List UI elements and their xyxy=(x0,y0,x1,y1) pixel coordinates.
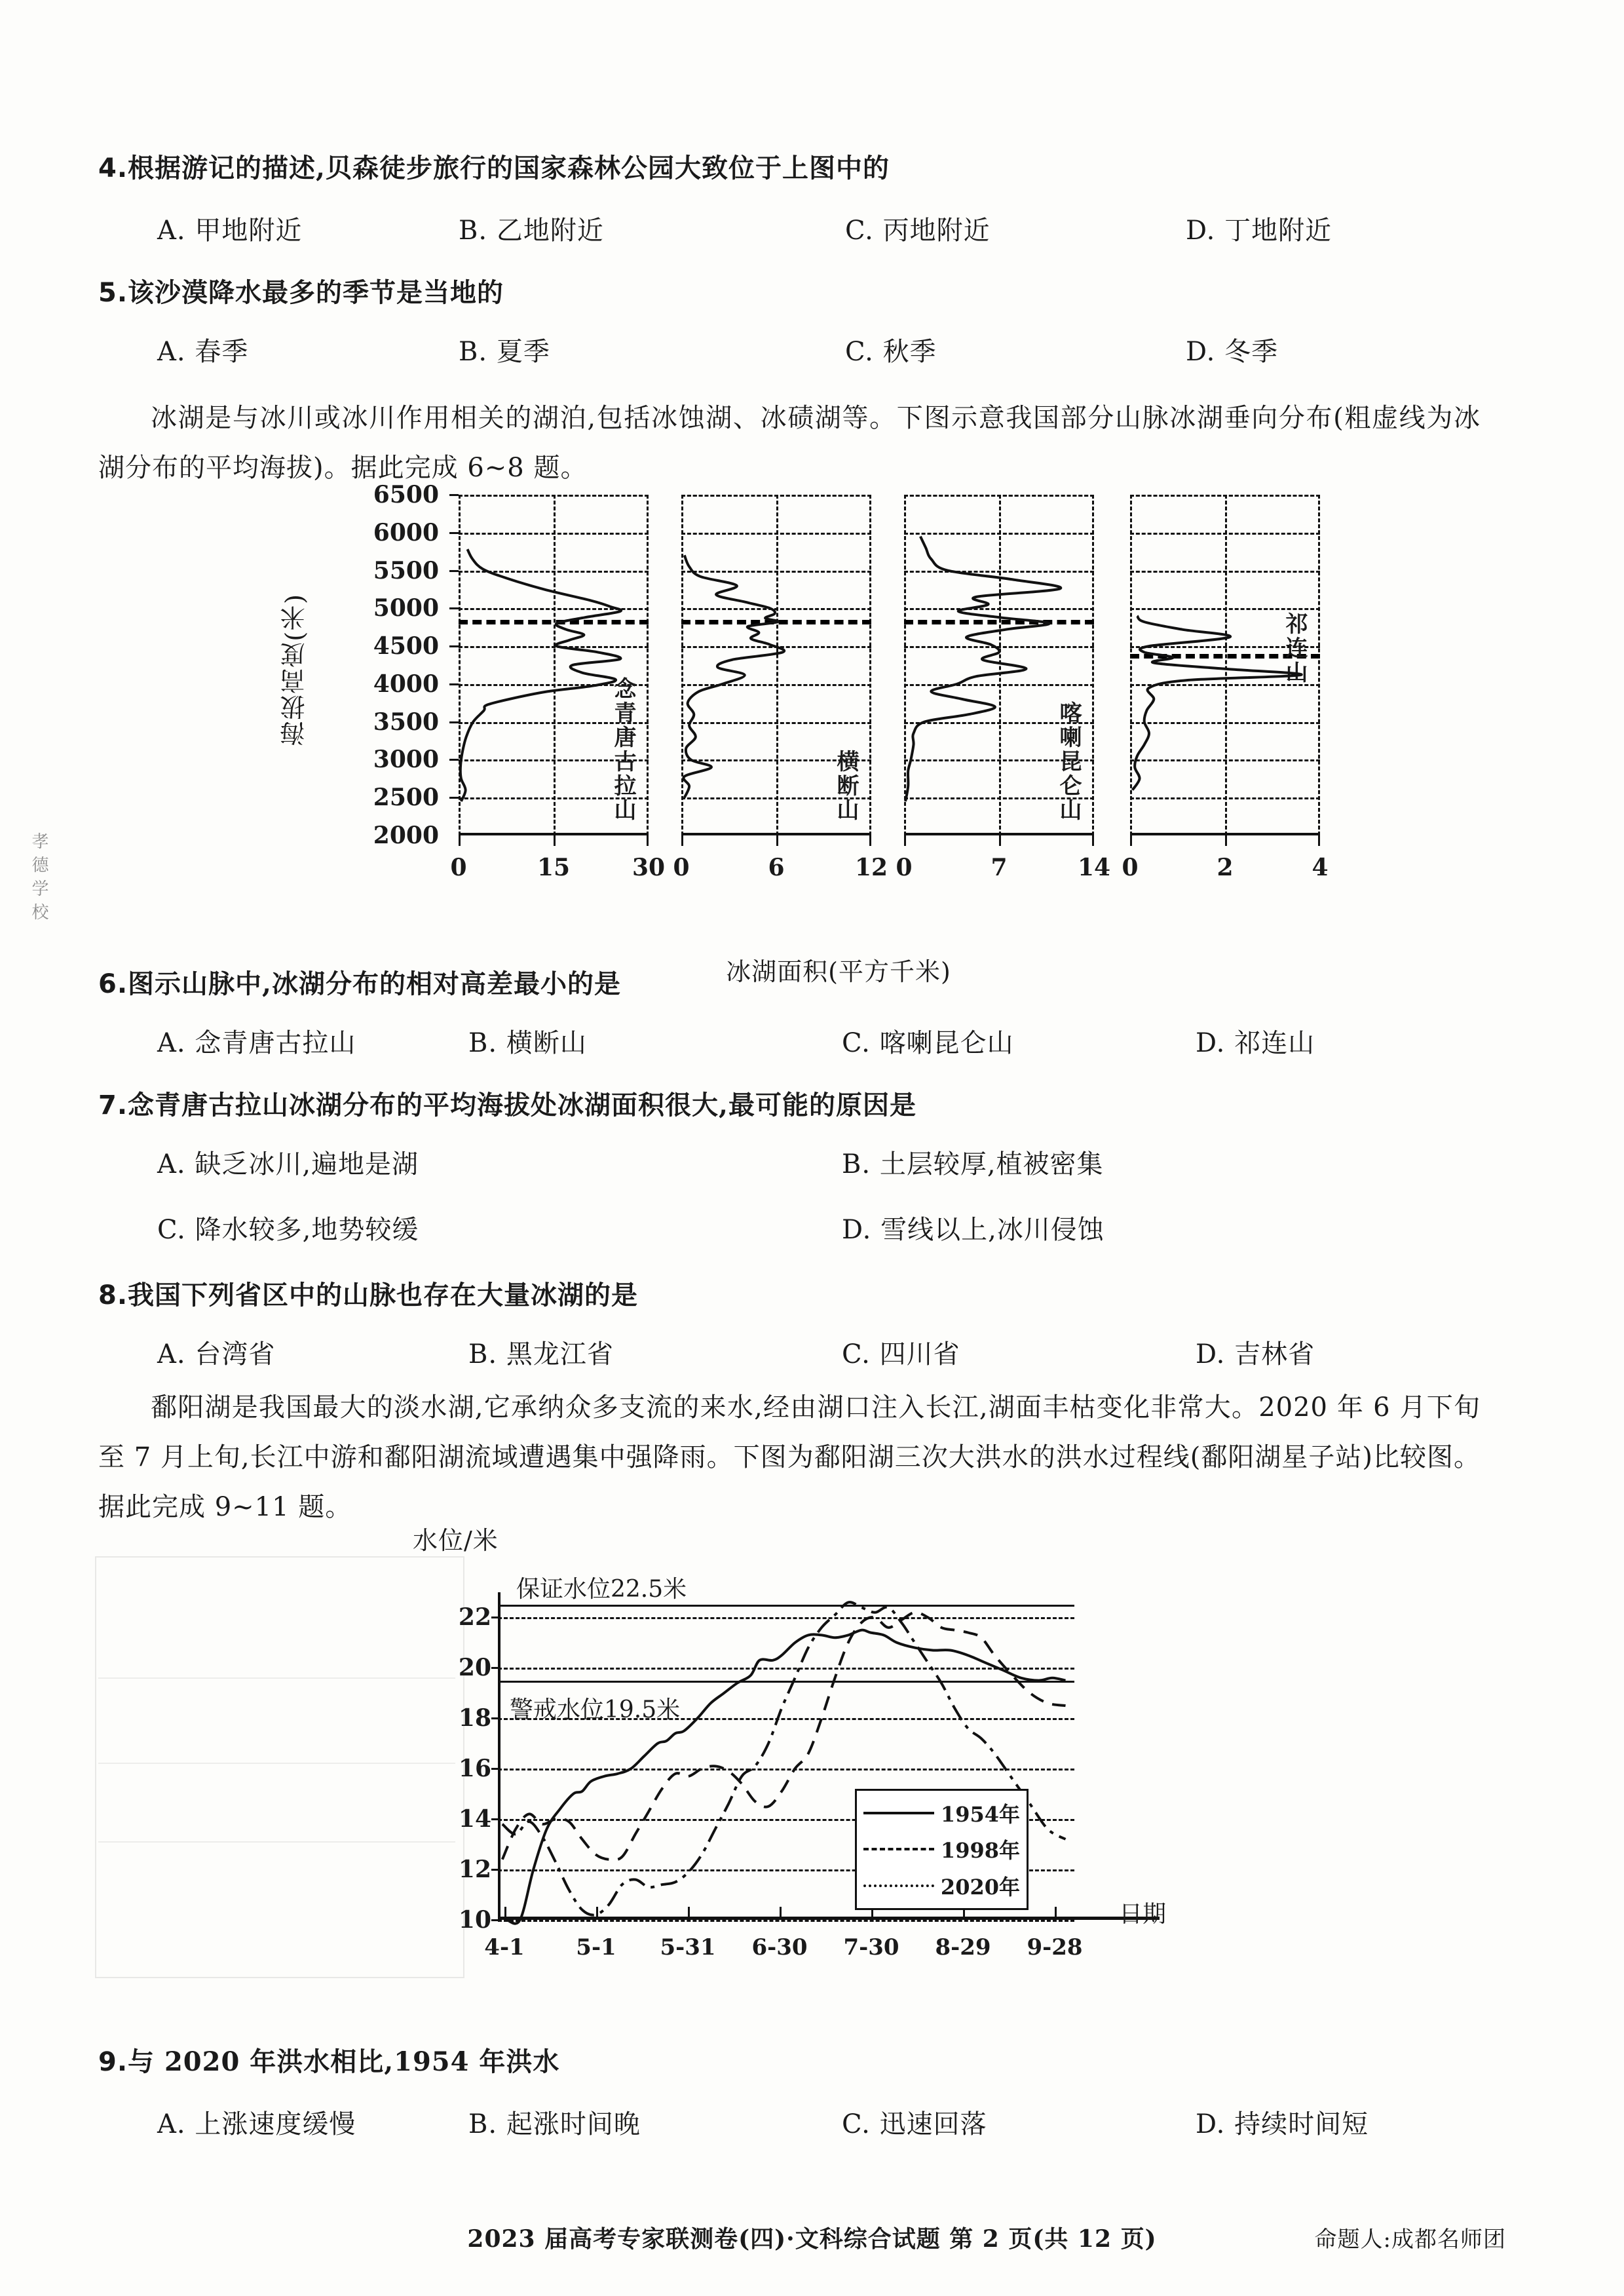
chart1-mountain-name: 横断山 xyxy=(833,750,859,822)
chart2-y-tick-label: 18 xyxy=(458,1704,491,1732)
chart2-legend-item xyxy=(863,1871,1020,1901)
question-7-option-d[interactable]: D. 雪线以上,冰川侵蚀 xyxy=(842,1215,1105,1245)
question-6-option-c[interactable]: C. 喀喇昆仑山 xyxy=(842,1028,1014,1058)
chart2-legend-label: 2020年 xyxy=(940,1875,1020,1900)
question-4-text: 根据游记的描述,贝森徒步旅行的国家森林公园大致位于上图中的 xyxy=(128,153,890,183)
chart2-y-tick-label: 22 xyxy=(458,1603,491,1632)
chart2-x-tick-label: 8-29 xyxy=(935,1934,991,1961)
chart1-y-tick: 2500 xyxy=(373,784,439,812)
chart2-reference-line-label: 保证水位22.5米 xyxy=(516,1576,687,1603)
chart1-y-tick-mark xyxy=(449,532,459,534)
footer-center-text: 2023 届高考专家联测卷(四)·文科综合试题 第 2 页(共 12 页) xyxy=(467,2225,1157,2253)
chart1-y-tick: 2000 xyxy=(373,822,439,849)
question-9-text: 与 2020 年洪水相比,1954 年洪水 xyxy=(128,2046,560,2077)
chart1-panel-3 xyxy=(896,495,1111,881)
question-9-number: 9. xyxy=(98,2047,128,2077)
ice-lake-chart xyxy=(280,481,1395,986)
scan-bleed-line xyxy=(98,1841,455,1843)
question-8-option-c[interactable]: C. 四川省 xyxy=(842,1339,960,1369)
scan-bleed-line xyxy=(98,1677,455,1679)
question-4-option-a[interactable]: A. 甲地附近 xyxy=(157,216,303,246)
question-6-number: 6. xyxy=(98,969,128,999)
chart1-x-tick-label: 15 xyxy=(537,854,571,881)
chart2-y-tick-label: 20 xyxy=(458,1654,491,1682)
chart1-y-tick-mark xyxy=(449,570,459,572)
chart1-y-tick-mark xyxy=(449,645,459,647)
chart1-y-axis-label: 海拔高度(米) xyxy=(280,593,309,746)
question-7-stem xyxy=(98,1084,916,1122)
chart1-x-tick-label: 0 xyxy=(673,854,690,881)
chart1-y-tick-labels xyxy=(314,481,439,849)
chart2-reference-line-label: 警戒水位19.5米 xyxy=(510,1696,681,1723)
chart1-panel-4 xyxy=(1122,495,1329,881)
chart2-date-axis-label: 日期 xyxy=(1118,1901,1166,1928)
chart1-mountain-name: 祁连山 xyxy=(1281,612,1308,685)
chart1-x-tick-mark xyxy=(776,835,778,846)
chart2-legend-line-sample xyxy=(863,1848,934,1850)
chart1-profile-curve xyxy=(1130,495,1320,835)
chart1-x-tick-mark xyxy=(1318,835,1320,846)
chart1-x-axis-label: 冰湖面积(平方千米) xyxy=(726,957,951,986)
poyang-flood-chart xyxy=(413,1526,1166,1985)
chart2-y-tick-label: 14 xyxy=(458,1805,491,1833)
chart1-x-tick-label: 30 xyxy=(632,854,666,881)
chart1-profile-curve xyxy=(904,495,1094,835)
chart2-x-tick-label: 9-28 xyxy=(1027,1934,1083,1961)
chart2-x-tick-label: 4-1 xyxy=(484,1934,525,1961)
question-5-option-a[interactable]: A. 春季 xyxy=(157,337,249,367)
question-7-text: 念青唐古拉山冰湖分布的平均海拔处冰湖面积很大,最可能的原因是 xyxy=(128,1090,916,1120)
chart2-legend-label: 1998年 xyxy=(940,1838,1020,1864)
chart1-y-tick-mark xyxy=(449,797,459,799)
question-9-option-d[interactable]: D. 持续时间短 xyxy=(1196,2109,1369,2139)
chart1-y-tick: 4500 xyxy=(373,632,439,660)
footer-author-text: 命题人:成都名师团 xyxy=(1314,2226,1506,2253)
chart1-mountain-name: 喀喇昆仑山 xyxy=(1055,701,1082,822)
question-5-option-b[interactable]: B. 夏季 xyxy=(459,337,550,367)
chart2-legend-item xyxy=(863,1798,1020,1828)
chart1-x-tick-mark xyxy=(554,835,556,846)
chart2-legend-item xyxy=(863,1834,1020,1864)
chart2-legend-label: 1954年 xyxy=(940,1801,1020,1827)
question-8-option-b[interactable]: B. 黑龙江省 xyxy=(468,1339,614,1369)
question-4-number: 4. xyxy=(98,153,128,183)
chart1-y-tick: 6500 xyxy=(373,481,439,508)
passage-poyang-lake: 鄱阳湖是我国最大的淡水湖,它承纳众多支流的来水,经由湖口注入长江,湖面丰枯变化非常大。2020 年 6 月下旬至 7 月上旬,长江中游和鄱阳湖流域遭遇集中强降雨。下图为鄱阳湖三次大洪水的洪水过程线(鄱阳湖星子站)比较图。据此完成 9~11 题。 xyxy=(98,1392,1481,1522)
chart2-legend-line-sample xyxy=(863,1812,934,1814)
chart2-legend xyxy=(855,1789,1029,1910)
scan-bleed-artifact xyxy=(95,1556,464,1978)
chart1-x-tick-label: 12 xyxy=(854,854,888,881)
question-5-stem xyxy=(98,272,504,309)
question-9-option-c[interactable]: C. 迅速回落 xyxy=(842,2109,987,2139)
chart2-x-tick-label: 6-30 xyxy=(751,1934,808,1961)
scan-bleed-line xyxy=(98,1763,455,1764)
chart1-y-tick-mark xyxy=(449,607,459,609)
question-5-option-d[interactable]: D. 冬季 xyxy=(1186,337,1279,367)
chart1-x-tick-mark xyxy=(1092,835,1094,846)
chart1-profile-curve xyxy=(681,495,871,835)
chart1-y-tick: 3500 xyxy=(373,708,439,736)
chart1-x-tick-mark xyxy=(869,835,871,846)
chart1-x-tick-label: 0 xyxy=(450,854,467,881)
question-9-option-b[interactable]: B. 起涨时间晚 xyxy=(468,2109,641,2139)
question-8-stem xyxy=(98,1274,638,1312)
question-4-stem xyxy=(98,147,890,185)
chart1-x-tick-label: 4 xyxy=(1312,854,1329,881)
chart2-y-tick-label: 12 xyxy=(458,1856,491,1884)
chart2-legend-line-sample xyxy=(863,1885,934,1887)
chart1-x-tick-mark xyxy=(681,835,683,846)
question-5-number: 5. xyxy=(98,278,128,308)
chart1-y-tick-mark xyxy=(449,759,459,761)
question-8-number: 8. xyxy=(98,1280,128,1311)
chart1-y-tick: 3000 xyxy=(373,746,439,774)
chart1-x-tick-mark xyxy=(999,835,1001,846)
chart1-x-tick-mark xyxy=(904,835,906,846)
question-7-option-a[interactable]: A. 缺乏冰川,遍地是湖 xyxy=(157,1149,419,1179)
chart1-y-tick-mark xyxy=(449,721,459,723)
chart1-x-tick-label: 2 xyxy=(1217,854,1234,881)
chart1-y-tick-mark xyxy=(449,683,459,685)
chart2-x-tick-label: 7-30 xyxy=(843,1934,899,1961)
question-8-text: 我国下列省区中的山脉也存在大量冰湖的是 xyxy=(128,1280,639,1311)
page-footer xyxy=(0,2217,1624,2257)
question-9-option-a[interactable]: A. 上涨速度缓慢 xyxy=(157,2109,356,2139)
question-6-option-b[interactable]: B. 横断山 xyxy=(468,1028,587,1058)
chart1-panel-1 xyxy=(450,495,666,881)
chart1-x-tick-mark xyxy=(1130,835,1132,846)
question-8-option-d[interactable]: D. 吉林省 xyxy=(1196,1339,1315,1369)
question-6-option-a[interactable]: A. 念青唐古拉山 xyxy=(157,1028,356,1058)
chart2-y-axis-label: 水位/米 xyxy=(413,1526,499,1555)
chart1-profile-curve xyxy=(459,495,649,835)
chart1-x-tick-mark xyxy=(647,835,649,846)
question-4-option-c[interactable]: C. 丙地附近 xyxy=(845,216,991,246)
question-7-option-c[interactable]: C. 降水较多,地势较缓 xyxy=(157,1215,419,1245)
chart1-x-tick-mark xyxy=(1225,835,1227,846)
chart1-x-tick-label: 7 xyxy=(991,854,1008,881)
question-5-text: 该沙漠降水最多的季节是当地的 xyxy=(128,277,504,308)
chart1-x-tick-mark xyxy=(459,835,461,846)
chart2-y-tick-label: 16 xyxy=(458,1755,491,1783)
question-7-number: 7. xyxy=(98,1090,128,1120)
chart1-y-tick: 5000 xyxy=(373,594,439,622)
question-6-stem xyxy=(98,963,621,1001)
chart1-y-tick-mark xyxy=(449,494,459,496)
chart2-gridline xyxy=(498,1920,1074,1922)
chart2-x-tick-label: 5-31 xyxy=(660,1934,716,1961)
chart2-y-tick-label: 10 xyxy=(458,1906,491,1934)
question-8-option-a[interactable]: A. 台湾省 xyxy=(157,1339,276,1369)
chart1-x-tick-label: 0 xyxy=(896,854,913,881)
passage-ice-lake: 冰湖是与冰川或冰川作用相关的湖泊,包括冰蚀湖、冰碛湖等。下图示意我国部分山脉冰湖垂向分布(粗虚线为冰湖分布的平均海拔)。据此完成 6~8 题。 xyxy=(98,403,1481,483)
chart1-x-tick-label: 14 xyxy=(1077,854,1111,881)
chart1-y-tick: 6000 xyxy=(373,518,439,546)
chart2-x-tick-label: 5-1 xyxy=(576,1934,616,1961)
question-6-option-d[interactable]: D. 祁连山 xyxy=(1196,1028,1315,1058)
chart1-x-tick-label: 6 xyxy=(768,854,785,881)
chart1-y-tick: 4000 xyxy=(373,670,439,698)
chart1-mountain-name: 念青唐古拉山 xyxy=(610,677,636,822)
question-4-option-b[interactable]: B. 乙地附近 xyxy=(459,216,604,246)
chart1-x-tick-label: 0 xyxy=(1122,854,1139,881)
chart1-panel-2 xyxy=(673,495,888,881)
question-4-option-d[interactable]: D. 丁地附近 xyxy=(1186,216,1332,246)
question-7-option-b[interactable]: B. 土层较厚,植被密集 xyxy=(842,1149,1104,1179)
margin-seal-text: 孝德学校 xyxy=(29,832,48,927)
chart2-plot-area xyxy=(458,1576,1166,1961)
chart1-y-tick: 5500 xyxy=(373,556,439,584)
question-6-text: 图示山脉中,冰湖分布的相对高差最小的是 xyxy=(128,968,621,999)
question-9-stem xyxy=(98,2041,559,2078)
question-5-option-c[interactable]: C. 秋季 xyxy=(845,337,937,367)
